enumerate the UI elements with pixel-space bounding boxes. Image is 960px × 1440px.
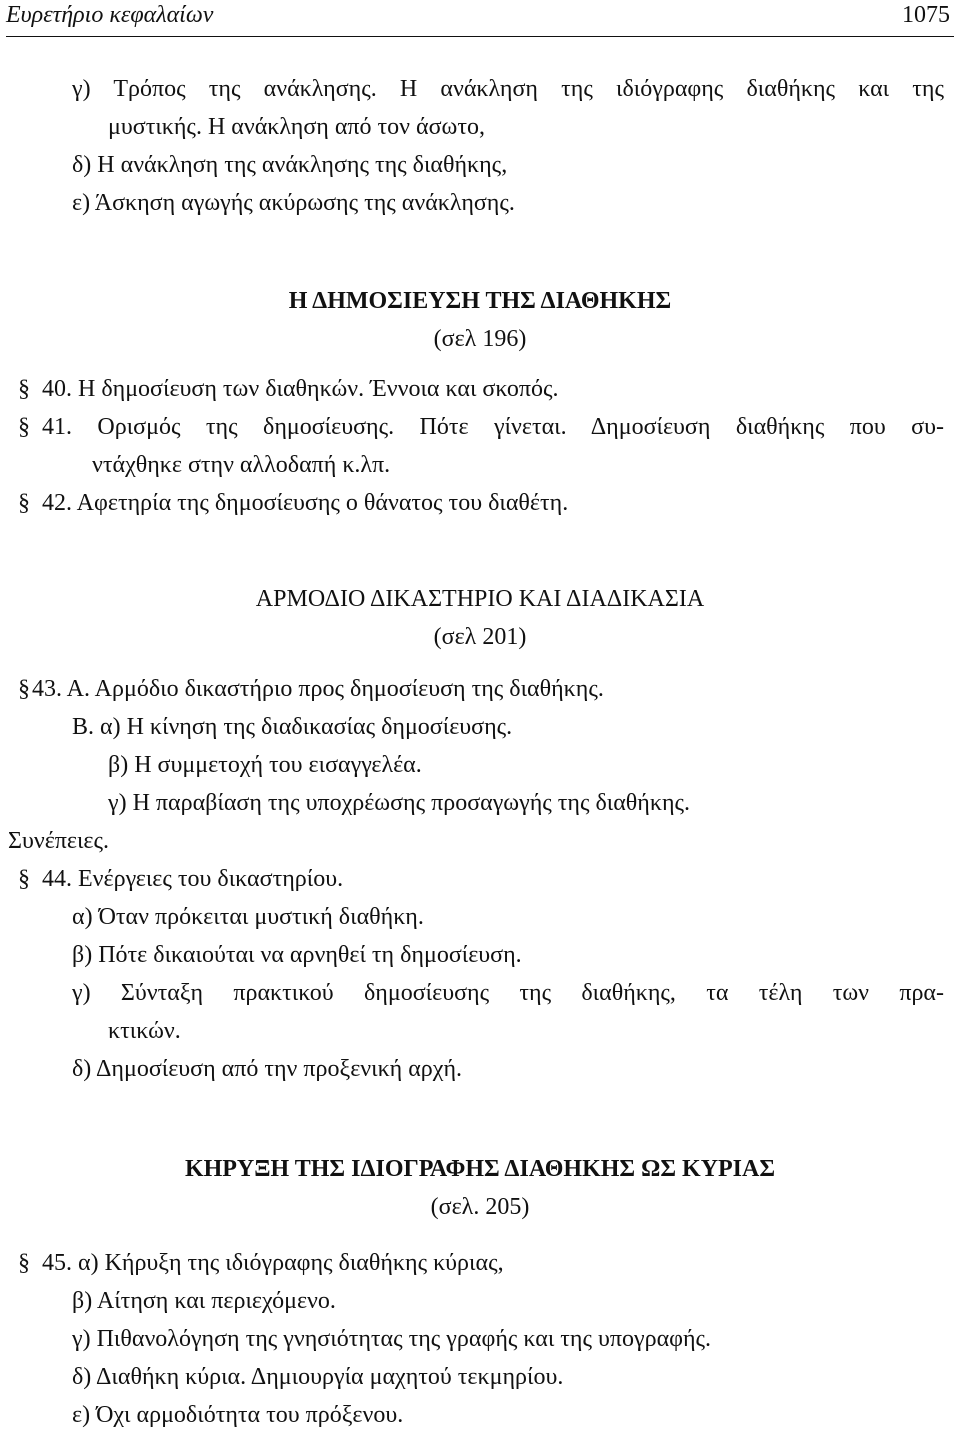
index-line: κτικών. (108, 1018, 181, 1044)
index-line: δ) Η ανάκληση της ανάκλησης της διαθήκης, (72, 152, 508, 178)
index-line: α) Όταν πρόκειται μυστική διαθήκη. (72, 904, 424, 930)
index-line: ντάχθηκε στην αλλοδαπή κ.λπ. (92, 452, 391, 478)
running-header-title: Ευρετήριο κεφαλαίων (6, 2, 214, 28)
index-line: ε) Άσκηση αγωγής ακύρωσης της ανάκλησης. (72, 190, 515, 216)
section-heading-page-ref: (σελ. 205) (430, 1194, 530, 1220)
index-line: ε) Όχι αρμοδιότητα του πρόξενου. (72, 1402, 404, 1428)
section-symbol: § (18, 490, 30, 516)
index-line: δ) Δημοσίευση από την προξενική αρχή. (72, 1056, 462, 1082)
index-entry: § 45. α) Κήρυξη της ιδιόγραφης διαθήκης κύριας, (18, 1250, 504, 1276)
section-heading-page-ref: (σελ 201) (433, 624, 527, 650)
section-symbol: § (18, 414, 30, 440)
index-entry: §43. Α. Αρμόδιο δικαστήριο προς δημοσίευση της διαθήκης. (18, 676, 604, 702)
index-entry: § 40. Η δημοσίευση των διαθηκών. Έννοια και σκοπός. (18, 376, 559, 402)
section-symbol: § (18, 1250, 30, 1276)
index-line: γ) Πιθανολόγηση της γνησιότητας της γραφής και της υπογραφής. (72, 1326, 712, 1352)
index-entry: § 41. Ορισμός της δημοσίευσης. Πότε γίνεται. Δημοσίευση διαθήκης που συ- (18, 414, 944, 440)
section-heading: ΑΡΜΟΔΙΟ ΔΙΚΑΣΤΗΡΙΟ ΚΑΙ ΔΙΑΔΙΚΑΣΙΑ (255, 586, 705, 612)
page-number: 1075 (902, 2, 950, 28)
section-symbol: § (18, 376, 30, 402)
section-heading: Η ΔΗΜΟΣΙΕΥΣΗ ΤΗΣ ΔΙΑΘΗΚΗΣ (288, 288, 672, 314)
index-line: β) Πότε δικαιούται να αρνηθεί τη δημοσίευση. (72, 942, 522, 968)
index-entry: § 44. Ενέργειες του δικαστηρίου. (18, 866, 344, 892)
index-line: Β. α) Η κίνηση της διαδικασίας δημοσίευσης. (72, 714, 513, 740)
index-line: γ) Σύνταξη πρακτικού δημοσίευσης της διαθήκης, τα τέλη των πρα- (72, 980, 944, 1006)
index-line: γ) Τρόπος της ανάκλησης. Η ανάκληση της ιδιόγραφης διαθήκης και της (72, 76, 944, 102)
index-line: δ) Διαθήκη κύρια. Δημιουργία μαχητού τεκμηρίου. (72, 1364, 564, 1390)
index-line: γ) Η παραβίαση της υποχρέωσης προσαγωγής της διαθήκης. (108, 790, 690, 816)
index-line: β) Αίτηση και περιεχόμενο. (72, 1288, 336, 1314)
index-entry: § 42. Αφετηρία της δημοσίευσης ο θάνατος του διαθέτη. (18, 490, 569, 516)
index-line: μυστικής. Η ανάκληση από τον άσωτο, (108, 114, 485, 140)
header-divider (6, 36, 954, 37)
index-line: Συνέπειες. (8, 828, 110, 854)
index-line: β) Η συμμετοχή του εισαγγελέα. (108, 752, 422, 778)
section-symbol: § (18, 676, 30, 702)
section-heading-page-ref: (σελ 196) (433, 326, 527, 352)
section-heading: ΚΗΡΥΞΗ ΤΗΣ ΙΔΙΟΓΡΑΦΗΣ ΔΙΑΘΗΚΗΣ ΩΣ ΚΥΡΙΑΣ (184, 1156, 776, 1182)
section-symbol: § (18, 866, 30, 892)
